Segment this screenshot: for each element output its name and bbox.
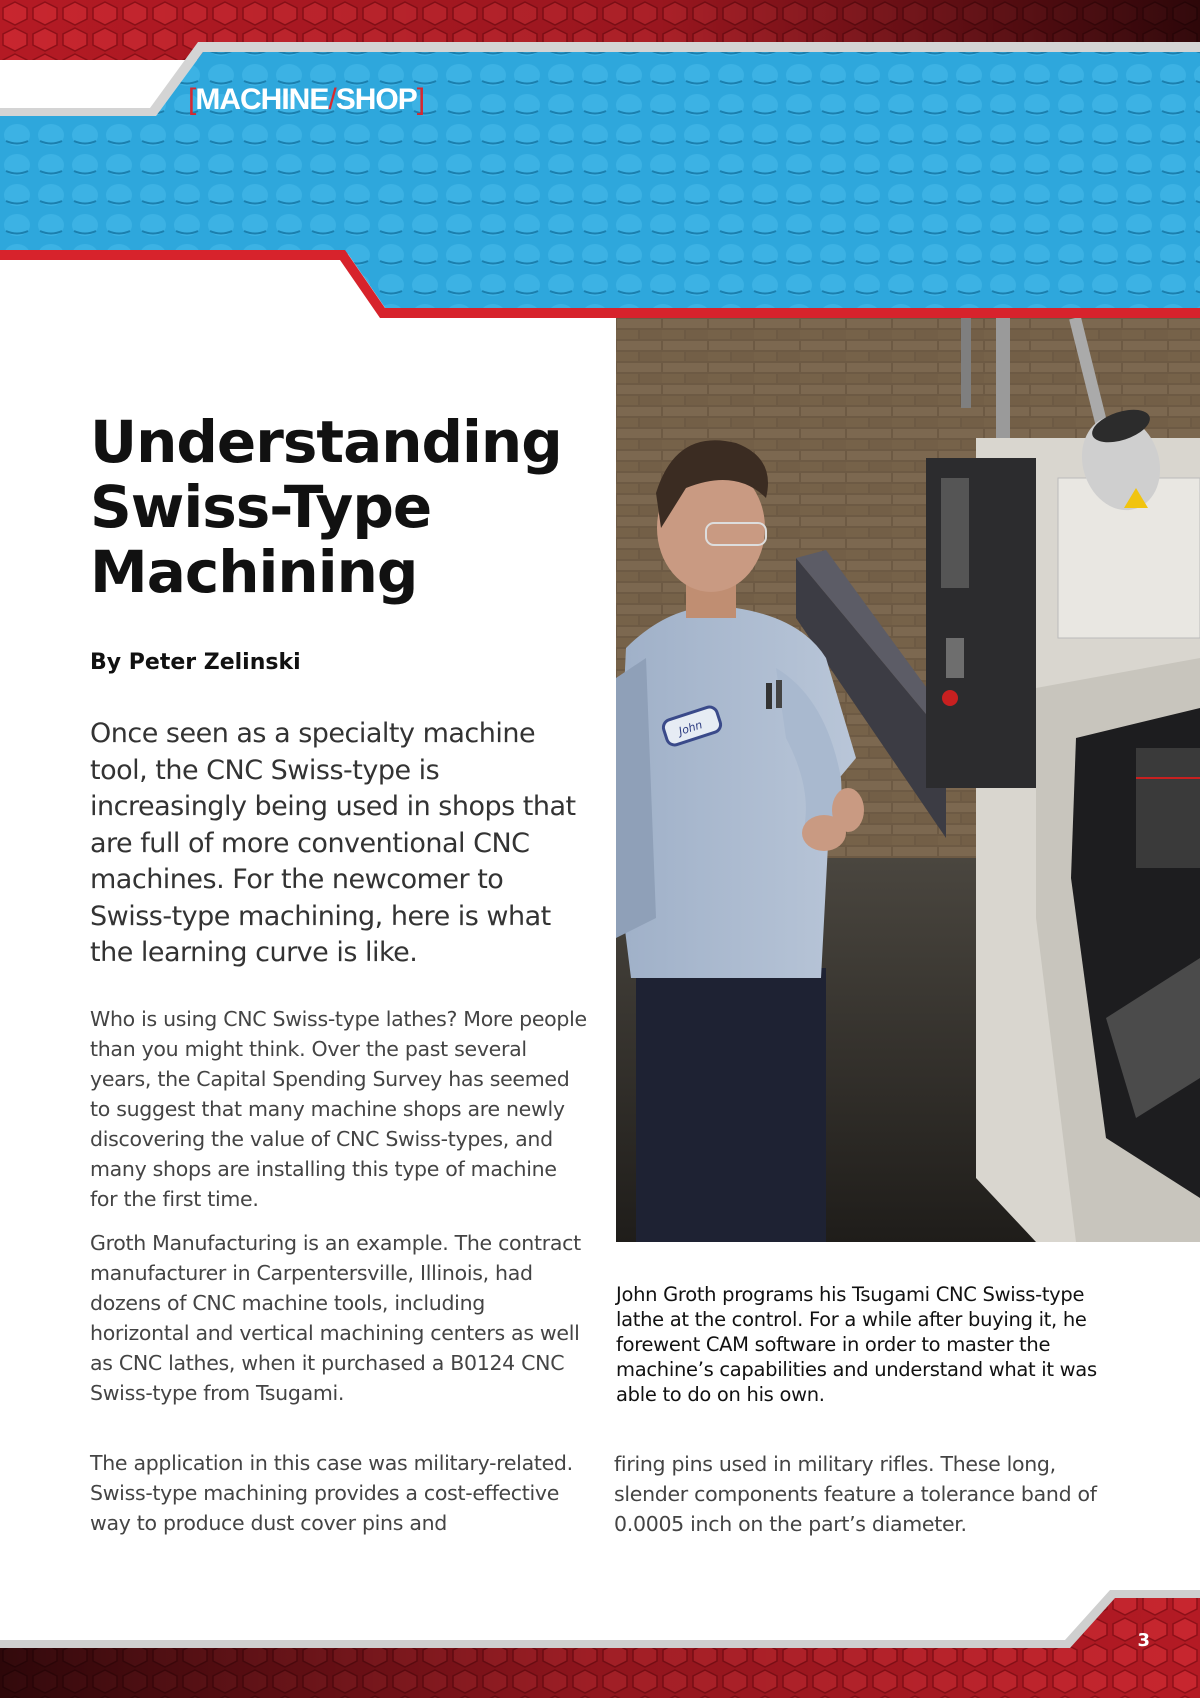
header-graphic (0, 0, 1200, 320)
brand-separator: / (328, 83, 336, 116)
brand-shop: SHOP (335, 83, 417, 116)
title-line-2: Swiss-Type (90, 473, 432, 541)
footer-banner (0, 1590, 1200, 1698)
brand-bracket-open: [ (188, 83, 196, 116)
name-tag: John (677, 718, 704, 738)
article-title (90, 410, 590, 605)
header-banner (0, 0, 1200, 320)
body-paragraph: Who is using CNC Swiss-type lathes? More people than you might think. Over the past several years, the Capital Spending Survey has seemed to suggest that many machine shops are newly discovering the value of CNC Swiss-types, and many shops are installing this type of machine for the first time. (90, 1007, 587, 1211)
byline: By Peter Zelinski (90, 650, 301, 675)
photo-caption: John Groth programs his Tsugami CNC Swiss-type lathe at the control. For a while after buying it, he forewent CAM software in order to master the machine’s capabilities and understand what it was able to do on his own. (616, 1283, 1097, 1406)
body-paragraph: firing pins used in military rifles. These long, slender components feature a tolerance band of 0.0005 inch on the part’s diameter. (614, 1452, 1097, 1536)
body-paragraph: The application in this case was military-related. Swiss-type machining provides a cost-effective way to produce dust cover pins and (90, 1451, 573, 1535)
body-paragraph: Groth Manufacturing is an example. The contract manufacturer in Carpentersville, Illinois, had dozens of CNC machine tools, including horizontal and vertical machining centers as well as CNC lathes, when it purchased a B0124 CNC Swiss-type from Tsugami. (90, 1231, 581, 1405)
brand-logo (188, 80, 424, 120)
article-deck: Once seen as a specialty machine tool, the CNC Swiss-type is increasingly being used in shops that are full of more conventional CNC machines. For the newcomer to Swiss-type machining, here is what the learning curve is like. (90, 718, 576, 968)
title-line-3: Machining (90, 538, 418, 606)
title-line-1: Understanding (90, 408, 562, 476)
photo-illustration (616, 318, 1200, 1242)
brand-bracket-close: ] (416, 83, 425, 116)
article-photo (616, 318, 1200, 1242)
brand-machine: MACHINE (195, 83, 329, 116)
footer-graphic (0, 1590, 1200, 1698)
page-number: 3 (1137, 1630, 1150, 1651)
